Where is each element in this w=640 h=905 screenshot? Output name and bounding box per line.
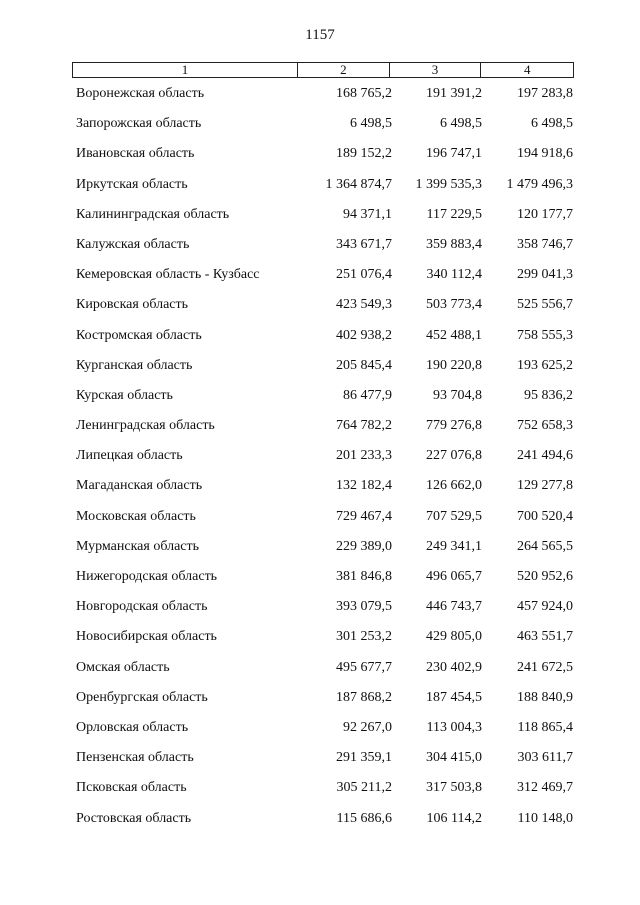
value-col-4: 193 625,2: [517, 357, 573, 373]
header-cell-1: 1: [73, 63, 298, 77]
table-row: [0, 478, 640, 508]
region-name: Кировская область: [76, 297, 189, 313]
header-cell-4: 4: [523, 62, 531, 77]
value-col-4: 1 479 496,3: [506, 176, 573, 192]
value-col-4: 752 658,3: [517, 418, 573, 434]
value-col-4: 299 041,3: [517, 267, 573, 283]
value-col-4: 700 520,4: [517, 508, 573, 524]
value-col-3: 446 743,7: [426, 599, 482, 615]
table-row: [0, 509, 640, 539]
region-name: Костромская область: [76, 327, 202, 343]
table-row: [0, 267, 640, 297]
value-col-4: 110 148,0: [517, 810, 573, 826]
value-col-2: 201 233,3: [336, 448, 392, 464]
page-number: 1157: [305, 27, 335, 43]
value-col-3: 230 402,9: [426, 659, 482, 675]
value-col-2: 291 359,1: [336, 750, 392, 766]
table-row: [0, 629, 640, 659]
region-name: Омская область: [76, 659, 170, 675]
value-col-2: 729 467,4: [336, 508, 392, 524]
region-name: Новгородская область: [76, 599, 208, 615]
value-col-4: 241 494,6: [517, 448, 573, 464]
value-col-4: 120 177,7: [517, 206, 573, 222]
value-col-3: 93 704,8: [433, 387, 482, 403]
value-col-2: 251 076,4: [336, 267, 392, 283]
value-col-3: 429 805,0: [426, 629, 482, 645]
value-col-4: 118 865,4: [517, 719, 573, 735]
value-col-4: 188 840,9: [517, 689, 573, 705]
table-row: [0, 569, 640, 599]
value-col-2: 381 846,8: [336, 569, 392, 584]
value-col-4: 457 924,0: [517, 599, 573, 615]
value-col-3: 126 662,0: [426, 478, 482, 494]
region-name: Ивановская область: [76, 146, 195, 162]
region-name: Запорожская область: [76, 116, 202, 132]
value-col-2: 187 868,2: [336, 689, 392, 705]
table-row: [0, 660, 640, 690]
table-row: [0, 720, 640, 750]
table-row: [0, 237, 640, 267]
value-col-3: 113 004,3: [426, 719, 482, 735]
value-col-2: 132 182,4: [336, 478, 392, 494]
value-col-4: 264 565,5: [517, 538, 573, 554]
value-col-2: 305 211,2: [336, 780, 392, 796]
value-col-3: 779 276,8: [426, 418, 482, 434]
table-row: [0, 116, 640, 146]
table-row: [0, 207, 640, 237]
region-name: Мурманская область: [76, 538, 200, 554]
value-col-2: 402 938,2: [336, 327, 392, 343]
value-col-3: 190 220,8: [426, 357, 482, 373]
value-col-4: 194 918,6: [517, 146, 573, 162]
value-col-2: 189 152,2: [336, 146, 392, 162]
table-row: [0, 750, 640, 780]
region-name: Магаданская область: [76, 478, 203, 494]
table-row: [0, 297, 640, 327]
table-row: [0, 388, 640, 418]
region-name: Ленинградская область: [76, 418, 215, 434]
value-col-2: 168 765,2: [336, 86, 392, 101]
value-col-3: 249 341,1: [426, 538, 482, 554]
region-name: Калининградская область: [76, 206, 230, 222]
value-col-4: 129 277,8: [517, 478, 573, 494]
region-name: Воронежская область: [76, 86, 205, 101]
value-col-4: 312 469,7: [517, 780, 573, 796]
value-col-3: 1 399 535,3: [415, 176, 482, 192]
table-row: [0, 599, 640, 629]
value-col-2: 6 498,5: [350, 116, 392, 132]
value-col-4: 197 283,8: [517, 86, 573, 101]
region-name: Оренбургская область: [76, 689, 208, 705]
value-col-2: 86 477,9: [343, 387, 392, 403]
value-col-3: 191 391,2: [426, 86, 482, 101]
table-row: [0, 780, 640, 810]
value-col-3: 317 503,8: [426, 780, 482, 796]
table-header: [72, 62, 574, 78]
value-col-3: 359 883,4: [426, 236, 482, 252]
value-col-2: 1 364 874,7: [325, 176, 392, 192]
value-col-2: 229 389,0: [336, 538, 392, 554]
region-name: Орловская область: [76, 719, 189, 735]
header-cell-2: 2: [298, 63, 390, 77]
table-row: [0, 539, 640, 569]
value-col-2: 423 549,3: [336, 297, 392, 313]
table-row: [0, 448, 640, 478]
table-row: [0, 418, 640, 448]
region-name: Курганская область: [76, 357, 193, 373]
value-col-3: 496 065,7: [426, 569, 482, 584]
value-col-2: 343 671,7: [336, 236, 392, 252]
region-name: Новосибирская область: [76, 629, 217, 645]
value-col-2: 393 079,5: [336, 599, 392, 615]
region-name: Ростовская область: [76, 810, 192, 826]
table-row: [0, 177, 640, 207]
value-col-2: 205 845,4: [336, 357, 392, 373]
region-name: Калужская область: [76, 236, 190, 252]
value-col-4: 6 498,5: [531, 116, 573, 132]
value-col-2: 495 677,7: [336, 659, 392, 675]
value-col-3: 340 112,4: [426, 267, 482, 283]
table-row: [0, 690, 640, 720]
value-col-2: 94 371,1: [343, 206, 392, 222]
value-col-3: 117 229,5: [426, 206, 482, 222]
region-name: Пензенская область: [76, 750, 194, 766]
value-col-2: 115 686,6: [336, 810, 392, 826]
value-col-4: 241 672,5: [517, 659, 573, 675]
value-col-3: 452 488,1: [426, 327, 482, 343]
region-name: Иркутская область: [76, 176, 188, 192]
header-cell-3: 3: [390, 63, 482, 77]
value-col-3: 707 529,5: [426, 508, 482, 524]
value-col-3: 6 498,5: [440, 116, 482, 132]
value-col-3: 304 415,0: [426, 750, 482, 766]
region-name: Нижегородская область: [76, 569, 218, 584]
value-col-4: 303 611,7: [517, 750, 573, 766]
value-col-2: 764 782,2: [336, 418, 392, 434]
table-row: [0, 86, 640, 116]
region-name: Кемеровская область - Кузбасс: [76, 267, 260, 283]
region-name: Курская область: [76, 387, 173, 403]
value-col-2: 301 253,2: [336, 629, 392, 645]
region-name: Московская область: [76, 508, 196, 524]
value-col-3: 227 076,8: [426, 448, 482, 464]
table-row: [0, 811, 640, 841]
value-col-4: 95 836,2: [524, 387, 573, 403]
table-row: [0, 146, 640, 176]
value-col-4: 525 556,7: [517, 297, 573, 313]
value-col-3: 196 747,1: [426, 146, 482, 162]
value-col-3: 503 773,4: [426, 297, 482, 313]
table-body: [0, 86, 640, 841]
value-col-4: 520 952,6: [517, 569, 573, 584]
region-name: Липецкая область: [76, 448, 183, 464]
table-row: [0, 328, 640, 358]
value-col-4: 358 746,7: [517, 236, 573, 252]
value-col-4: 758 555,3: [517, 327, 573, 343]
value-col-3: 106 114,2: [426, 810, 482, 826]
table-row: [0, 358, 640, 388]
value-col-3: 187 454,5: [426, 689, 482, 705]
value-col-4: 463 551,7: [517, 629, 573, 645]
value-col-2: 92 267,0: [343, 719, 392, 735]
region-name: Псковская область: [76, 780, 187, 796]
